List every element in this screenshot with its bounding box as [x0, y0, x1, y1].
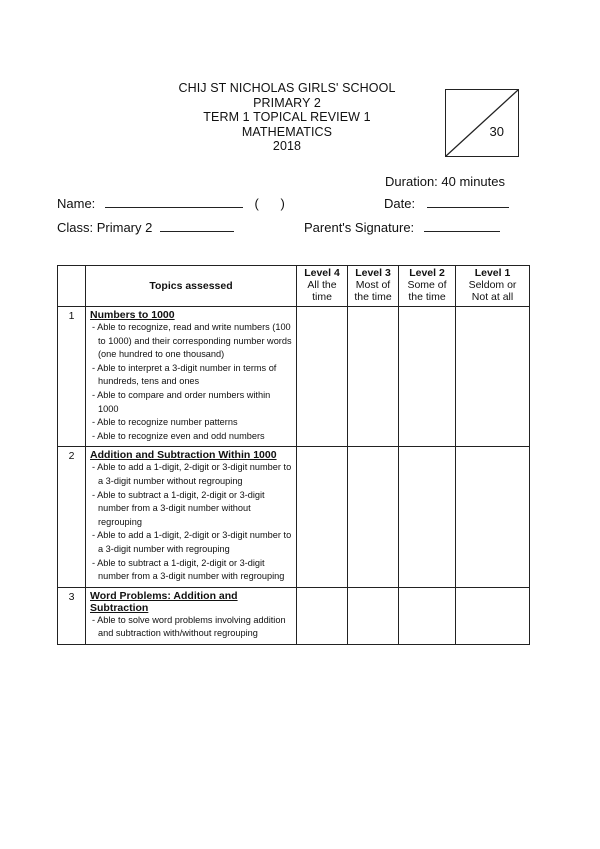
signature-label: Parent's Signature: [304, 220, 415, 235]
level-3-cell[interactable] [348, 447, 399, 587]
level-4-header: Level 4 All the time [297, 266, 348, 307]
name-field[interactable] [105, 196, 243, 208]
level-3-cell[interactable] [348, 307, 399, 447]
topic-cell [86, 447, 297, 587]
row-number: 1 [58, 307, 86, 447]
list-item: - Able to subtract a 1-digit, 2-digit or 3-digit number from a 3-digit number without regrouping [90, 489, 292, 530]
topics-header: Topics assessed [86, 266, 297, 307]
duration: Duration: 40 minutes [385, 174, 505, 189]
list-item: - Able to compare and order numbers within 1000 [90, 389, 292, 416]
subject-title: MATHEMATICS [241, 124, 333, 139]
score-box-diagonal [446, 90, 518, 156]
level-4-cell[interactable] [297, 447, 348, 587]
list-item: - Able to recognize even and odd numbers [90, 430, 292, 444]
class-field[interactable] [160, 220, 234, 232]
year: 2018 [272, 139, 302, 153]
level-1-cell[interactable] [456, 587, 530, 644]
table-header-row [58, 266, 530, 307]
list-item: - Able to add a 1-digit, 2-digit or 3-digit number to a 3-digit number without regrouping [90, 461, 292, 488]
list-item: - Able to recognize, read and write numbers (100 to 1000) and their corresponding number words (one hundred to one thousand) [90, 321, 292, 362]
school-name: CHIJ ST NICHOLAS GIRLS' SCHOOL [178, 81, 396, 95]
level-2-cell[interactable] [399, 307, 456, 447]
table-row [58, 307, 530, 447]
topic-title: Numbers to 1000 [90, 309, 175, 321]
level-3-header: Level 3 Most of the time [348, 266, 399, 307]
level-2-cell[interactable] [399, 587, 456, 644]
topic-cell [86, 587, 297, 644]
class-label: Class: Primary 2 [57, 220, 153, 235]
list-item: - Able to recognize number patterns [90, 416, 292, 430]
assessment-title: TERM 1 TOPICAL REVIEW 1 [203, 110, 371, 124]
date-label: Date: [384, 196, 416, 211]
topic-cell [86, 307, 297, 447]
number-header [58, 266, 86, 307]
topic-title: Addition and Subtraction Within 1000 [90, 449, 277, 462]
row-number: 3 [58, 587, 86, 644]
date-row [384, 196, 509, 211]
topics-rubric-table [57, 265, 530, 645]
register-number-field[interactable]: ( ) [254, 196, 285, 211]
list-item: - Able to interpret a 3-digit number in terms of hundreds, tens and ones [90, 362, 292, 389]
row-number: 2 [58, 447, 86, 587]
class-level: PRIMARY 2 [253, 95, 321, 110]
level-4-cell[interactable] [297, 587, 348, 644]
class-row [57, 220, 234, 235]
total-marks: 30 [489, 124, 504, 139]
table-row [58, 447, 530, 587]
date-field[interactable] [427, 196, 509, 208]
name-row [57, 196, 285, 211]
level-2-cell[interactable] [399, 447, 456, 587]
level-1-header: Level 1 Seldom or Not at all [456, 266, 530, 307]
name-label: Name: [57, 196, 96, 211]
table-row [58, 587, 530, 644]
level-1-cell[interactable] [456, 307, 530, 447]
list-item: - Able to subtract a 1-digit, 2-digit or 3-digit number from a 3-digit number with regrouping [90, 557, 292, 584]
signature-row [304, 220, 500, 235]
level-3-cell[interactable] [348, 587, 399, 644]
topic-title: Word Problems: Addition and Subtraction [90, 589, 238, 614]
list-item: - Able to add a 1-digit, 2-digit or 3-digit number to a 3-digit number with regrouping [90, 529, 292, 556]
level-4-cell[interactable] [297, 307, 348, 447]
score-box [445, 89, 519, 157]
level-1-cell[interactable] [456, 447, 530, 587]
signature-field[interactable] [424, 220, 500, 232]
level-2-header: Level 2 Some of the time [399, 266, 456, 307]
list-item: - Able to solve word problems involving addition and subtraction with/without regrouping [90, 614, 292, 641]
